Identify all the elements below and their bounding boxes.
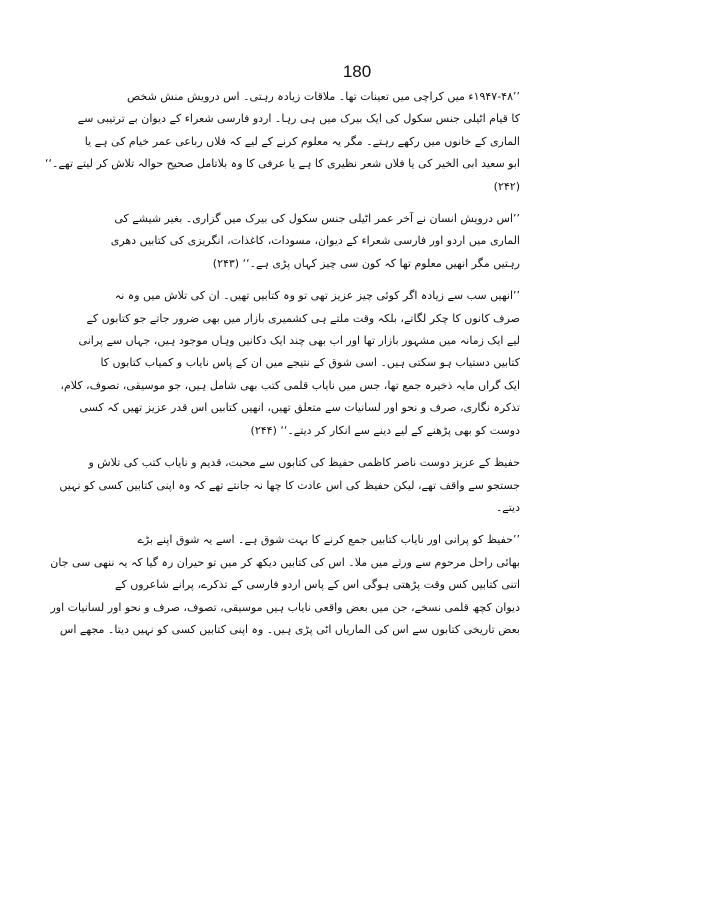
paragraph-quote-2 <box>110 208 520 275</box>
text-line: کتابیں دستیاب ہو سکتی ہیں۔ اسی شوق کے نتیجے میں ان کے پاس نایاب و کمیاب کتابوں کا <box>100 356 520 370</box>
text-line: صرف کانوں کا چکر لگاتے، بلکہ وقت ملتے ہی کشمیری بازار میں بھی ضرور جاتے جو کتابوں کے <box>86 311 520 325</box>
text-line: کا قیام اٹیلی جنس سکول کی ایک بیرک میں ہی رہا۔ اردو فارسی شعراء کے دیوان بے ترتیبی سے <box>77 112 520 126</box>
text-line: ابو سعید ابی الخیر کی یا فلاں شعر نظیری کا ہے یا عرفی کا وہ بلاتامل صحیح حوالہ تلاش کر لیتے تھے۔‘‘ <box>45 157 520 171</box>
paragraph-quote-1 <box>45 86 520 198</box>
paragraph-quote-4 <box>50 529 520 641</box>
text-line: دیتے۔ <box>495 500 520 514</box>
text-line: ایک گراں مایہ ذخیرہ جمع تھا، جس میں نایاب قلمی کتب بھی شامل ہیں، جو موسیقی، تصوف، کلام، <box>60 378 520 392</box>
text-line: تذکرہ نگاری، صرف و نحو اور لسانیات سے متعلق تھیں، انھیں کتابیں اس قدر عزیز تھیں کہ کسی <box>79 401 520 415</box>
page-number: 180 <box>342 62 372 81</box>
text-line: لیے ایک زمانہ میں مشہور بازار تھا اور اب بھی چند ایک دکانیں وہاں موجود ہیں، جہاں سے پرانی <box>78 334 520 348</box>
paragraph-quote-3 <box>60 285 520 442</box>
text-line: دیوان کچھ قلمی نسخے، جن میں بعض واقعی نایاب ہیں موسیقی، تصوف، صرف و نحو اور لسانیات اور <box>50 600 520 614</box>
text-body <box>45 86 520 651</box>
text-line: جستجو سے واقف تھے، لیکن حفیظ کی اس عادت کا چھا نہ جانتے تھے کہ وہ اپنی کتابیں کسی کو نہیں <box>59 478 520 492</box>
text-line: حفیظ کے عزیز دوست ناصر کاظمی حفیظ کی کتابوں سے محبت، قدیم و نایاب کتب کی تلاش و <box>88 456 520 470</box>
text-line: اتنی کتابیں کس وقت پڑھتی ہوگی اس کے پاس اردو فارسی کے تذکرے، پرانے شاعروں کے <box>115 578 520 592</box>
text-line: دوست کو بھی پڑھنے کے لیے دینے سے انکار کر دیتے۔‘‘ (۲۴۴) <box>250 423 520 437</box>
citation-number: (۲۴۲) <box>493 179 520 193</box>
text-line: ’’اس درویش انسان نے آخر عمر اٹیلی جنس سکول کی بیرک میں گزاری۔ بغیر شیشے کی <box>114 212 520 226</box>
text-line: الماری کے خانوں میں رکھے رہتے۔ مگر یہ معلوم کرنے کے لیے کہ فلاں رباعی عمر خیام کی ہے یا <box>84 134 520 148</box>
text-line: بعض تاریخی کتابوں سے اس کی الماریاں اٹی پڑی ہیں۔ وہ اپنی کتابیں کسی کو نہیں دیتا۔ مجھے اس <box>59 622 520 636</box>
text-line: ’’۱۹۴۷-۴۸ء میں کراچی میں تعینات تھا۔ ملاقات زیادہ رہتی۔ اس درویش منش شخص <box>127 90 520 103</box>
text-line: ’’حفیظ کو پرانی اور نایاب کتابیں جمع کرنے کا بہت شوق ہے۔ اسے یہ شوق اپنے بڑے <box>137 533 520 547</box>
text-line: رہتیں مگر انھیں معلوم تھا کہ کون سی چیز کہاں پڑی ہے۔‘‘ (۲۴۳) <box>212 256 520 270</box>
text-line: الماری میں اردو اور فارسی شعراء کے دیوان، مسودات، کاغذات، انگریزی کی کتابیں دھری <box>110 234 520 248</box>
text-line: ’’انھیں سب سے زیادہ اگر کوئی چیز عزیز تھی تو وہ کتابیں تھیں۔ ان کی تلاش میں وہ نہ <box>114 289 520 303</box>
paragraph-narrative <box>59 452 520 519</box>
text-line: بھائی راحل مرحوم سے ورثے میں ملا۔ اس کی کتابیں دیکھ کر میں تو حیران رہ گیا کہ یہ ننھی سی جان <box>50 555 520 569</box>
